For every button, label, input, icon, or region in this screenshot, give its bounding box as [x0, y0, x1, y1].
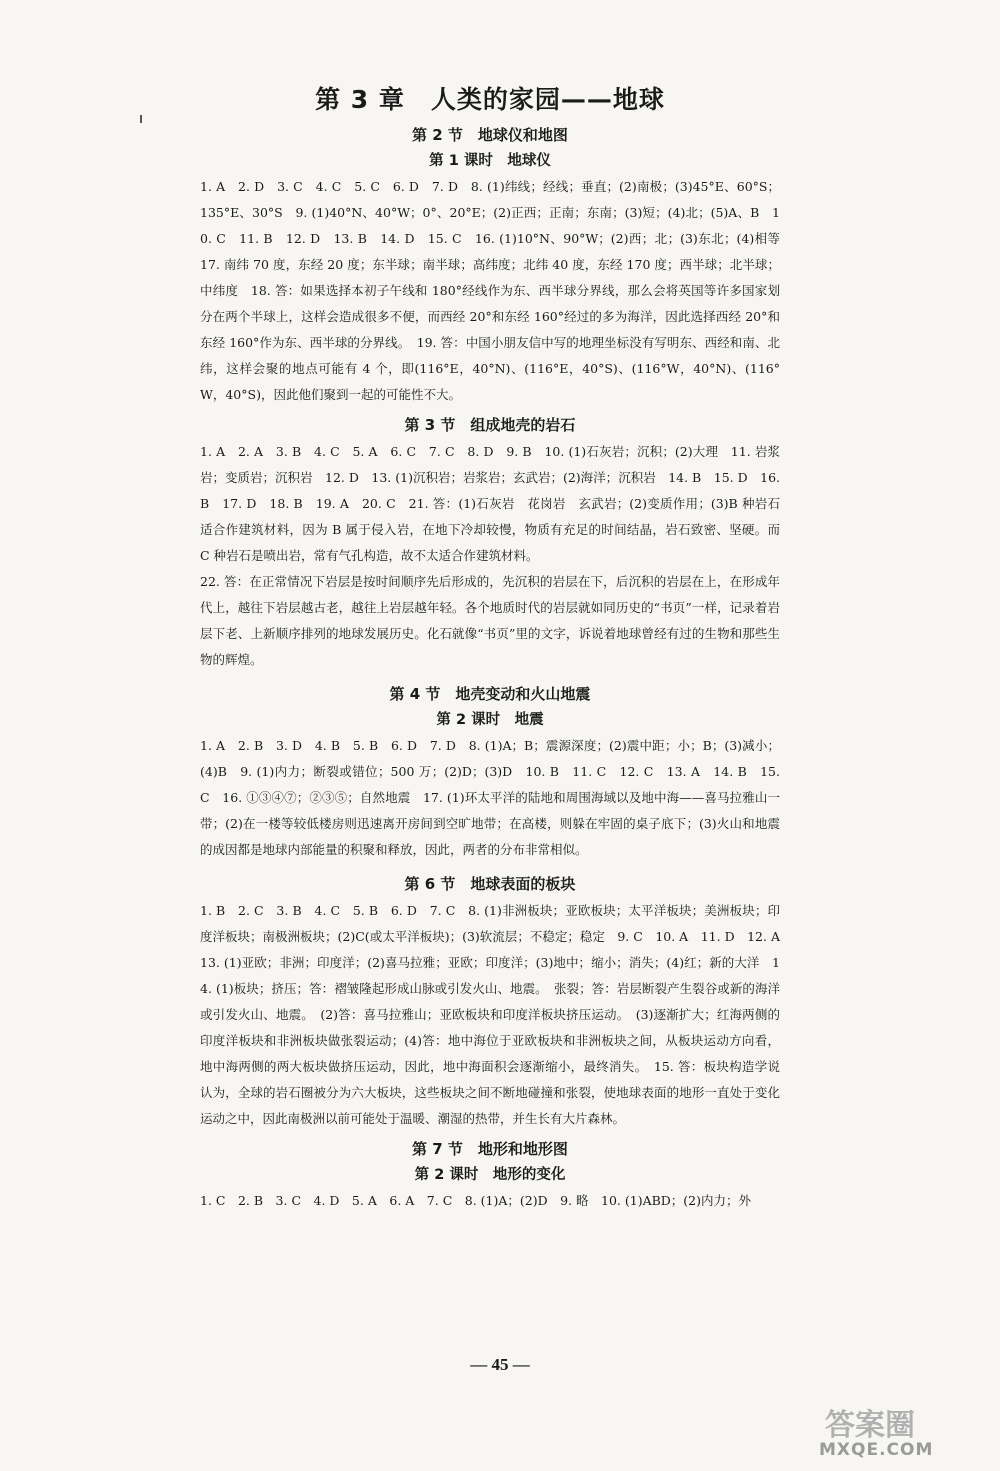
answer-paragraph: 1. A 2. B 3. D 4. B 5. B 6. D 7. D 8. (1)A；B；震源深度；(2)震中距；小；B；(3)减小；(4)B 9. (1)内力；断裂或错位；500 万；(2)D；(3)D 10. B 11. C 12. C 13. A 14. B 15. C 16. ①③④⑦；②③⑤；自然地震 17. (1)环太平洋的陆地和周围海域以及地中海——喜马拉雅山一带；(2)在一楼等较低楼房则迅速离开房间到空旷地带；在高楼，则躲在牢固的桌子底下；(3)火山和地震的成因都是地球内部能量的积聚和释放，因此，两者的分布非常相似。 — [200, 738, 780, 857]
watermark — [815, 1400, 990, 1465]
section-3 — [200, 683, 780, 863]
answer-paragraph: 1. A 2. A 3. B 4. C 5. A 6. C 7. C 8. D 9. B 10. (1)石灰岩；沉积；(2)大理 11. 岩浆岩；变质岩；沉积岩 12. D 13. (1)沉积岩；岩浆岩；玄武岩；(2)海洋；沉积岩 14. B 15. D 16. B 17. D 18. B 19. A 20. C 21. 答：(1)石灰岩 花岗岩 玄武岩；(2)变质作用；(3)B 种岩石适合作建筑材料，因为 B 属于侵入岩，在地下冷却较慢，物质有充足的时间结晶，岩石致密、坚硬。而 C 种岩石是喷出岩，常有气孔构造，故不太适合作建筑材料。 — [200, 444, 780, 563]
lesson-title: 第 1 课时 地球仪 — [429, 153, 551, 169]
margin-mark — [140, 115, 142, 123]
lesson-title: 第 2 课时 地震 — [436, 712, 544, 728]
section-title: 第 3 节 组成地壳的岩石 — [404, 416, 576, 434]
watermark-logo: 答案圈 — [825, 1408, 915, 1443]
answer-paragraph: 1. A 2. D 3. C 4. C 5. C 6. D 7. D 8. (1)纬线；经线；垂直；(2)南极；(3)45°E、60°S；135°E、30°S 9. (1)40°N、40°W；0°、20°E；(2)正西；正南；东南；(3)短；(4)北；(5)A、B 10. C 11. B 12. D 13. B 14. D 15. C 16. (1)10°N、90°W；(2)西；北；(3)东北；(4)相等 17. 南纬 70 度，东经 20 度；东半球；南半球；高纬度；北纬 40 度，东经 170 度；西半球；北半球；中纬度 18. 答：如果选择本初子午线和 180°经线作为东、西半球分界线，那么会将英国等许多国家划分在两个半球上，这样会造成很多不便，而西经 20°和东经 160°经过的多为海洋，因此选择西经 20°和东经 160°作为东、西半球的分界线。 19. 答：中国小朋友信中写的地理坐标没有写明东、西经和南、北纬，这样会聚的地点可能有 4 个，即(116°E，40°N)、(116°E，40°S)、(116°W，40°N)、(116°W，40°S)，因此他们聚到一起的可能性不大。 — [200, 179, 793, 402]
page-number: — 45 — — [470, 1355, 530, 1374]
chapter-title: 第 3 章 人类的家园——地球 — [315, 85, 665, 114]
section-title: 第 2 节 地球仪和地图 — [412, 126, 568, 144]
answer-page — [200, 80, 793, 1214]
section-5 — [200, 1138, 780, 1214]
lesson-title: 第 2 课时 地形的变化 — [414, 1167, 566, 1183]
answer-paragraph: 1. C 2. B 3. C 4. D 5. A 6. A 7. C 8. (1)A；(2)D 9. 略 10. (1)ABD；(2)内力；外 — [200, 1193, 752, 1208]
watermark-url: MXQE.COM — [819, 1440, 934, 1460]
section-title: 第 7 节 地形和地形图 — [412, 1140, 568, 1158]
section-1 — [200, 124, 793, 408]
answer-paragraph: 1. B 2. C 3. B 4. C 5. B 6. D 7. C 8. (1)非洲板块；亚欧板块；太平洋板块；美洲板块；印度洋板块；南极洲板块；(2)C(或太平洋板块)；(3)软流层；不稳定；稳定 9. C 10. A 11. D 12. A 13. (1)亚欧；非洲；印度洋；(2)喜马拉雅；亚欧；印度洋；(3)地中；缩小；消失；(4)红；新的大洋 14. (1)板块；挤压；答：褶皱隆起形成山脉或引发火山、地震。 张裂；答：岩层断裂产生裂谷或新的海洋或引发火山、地震。 (2)答：喜马拉雅山；亚欧板块和印度洋板块挤压运动。 (3)逐渐扩大；红海两侧的印度洋板块和非洲板块做张裂运动；(4)答：地中海位于亚欧板块和非洲板块之间，从板块运动方向看，地中海两侧的两大板块做挤压运动，因此，地中海面积会逐渐缩小，最终消失。 15. 答：板块构造学说认为，全球的岩石圈被分为六大板块，这些板块之间不断地碰撞和张裂，使地球表面的地形一直处于变化运动之中，因此南极洲以前可能处于温暖、潮湿的热带，并生长有大片森林。 — [200, 903, 793, 1126]
section-2 — [200, 414, 780, 673]
section-title: 第 4 节 地壳变动和火山地震 — [389, 685, 591, 703]
section-4 — [200, 873, 793, 1132]
answer-paragraph: 22. 答：在正常情况下岩层是按时间顺序先后形成的，先沉积的岩层在下，后沉积的岩层在上，在形成年代上，越往下岩层越古老，越往上岩层越年轻。各个地质时代的岩层就如同历史的“书页”一样，记录着岩层下老、上新顺序排列的地球发展历史。化石就像“书页”里的文字，诉说着地球曾经有过的生物和那些生物的辉煌。 — [200, 574, 780, 667]
section-title: 第 6 节 地球表面的板块 — [404, 875, 576, 893]
